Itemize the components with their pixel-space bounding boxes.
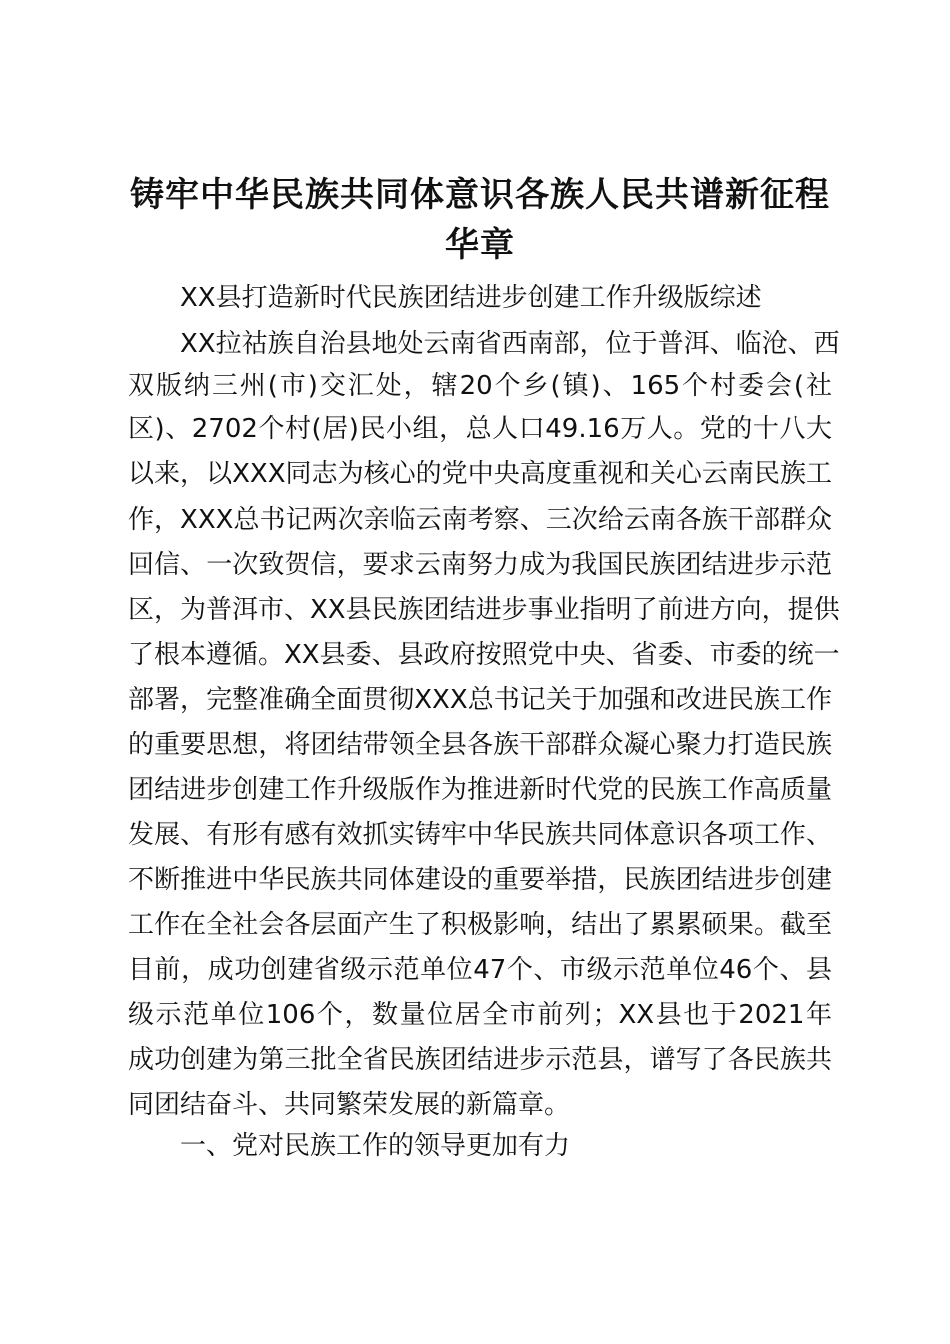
paragraph-line: 以来，以XXX同志为核心的党中央高度重视和关心云南民族工 <box>128 459 832 489</box>
paragraph-line: 团结进步创建工作升级版作为推进新时代党的民族工作高质量 <box>128 775 832 805</box>
section-heading: 一、党对民族工作的领导更加有力 <box>180 1131 571 1161</box>
paragraph-line: 工作在全社会各层面产生了积极影响，结出了累累硕果。截至 <box>128 910 832 940</box>
document-title-line-2: 华章 <box>445 225 515 265</box>
paragraph-line: 不断推进中华民族共同体建设的重要举措，民族团结进步创建 <box>128 865 832 895</box>
paragraph-line: 的重要思想，将团结带领全县各族干部群众凝心聚力打造民族 <box>128 730 832 760</box>
paragraph-line: 作，XXX总书记两次亲临云南考察、三次给云南各族干部群众 <box>128 505 832 535</box>
paragraph-line: 同团结奋斗、共同繁荣发展的新篇章。 <box>128 1090 571 1120</box>
document-subtitle: XX县打造新时代民族团结进步创建工作升级版综述 <box>180 283 762 313</box>
paragraph-line: 部署，完整准确全面贯彻XXX总书记关于加强和改进民族工作 <box>128 685 832 715</box>
paragraph-line: 成功创建为第三批全省民族团结进步示范县，谱写了各民族共 <box>128 1045 832 1075</box>
paragraph-line: 级示范单位106个，数量位居全市前列；XX县也于2021年 <box>128 1000 832 1030</box>
paragraph-line: 了根本遵循。XX县委、县政府按照党中央、省委、市委的统一 <box>128 640 840 670</box>
paragraph-line: 双版纳三州(市)交汇处，辖20个乡(镇)、165个村委会(社 <box>128 371 832 401</box>
paragraph-line: 回信、一次致贺信，要求云南努力成为我国民族团结进步示范 <box>128 550 832 580</box>
paragraph-line: XX拉祜族自治县地处云南省西南部，位于普洱、临沧、西 <box>180 329 840 359</box>
paragraph-line: 目前，成功创建省级示范单位47个、市级示范单位46个、县 <box>128 955 832 985</box>
paragraph-line: 区，为普洱市、XX县民族团结进步事业指明了前进方向，提供 <box>128 595 840 625</box>
document-title-line-1: 铸牢中华民族共同体意识各族人民共谱新征程 <box>130 175 830 215</box>
paragraph-line: 发展、有形有感有效抓实铸牢中华民族共同体意识各项工作、 <box>128 820 832 850</box>
paragraph-line: 区)、2702个村(居)民小组，总人口49.16万人。党的十八大 <box>128 414 832 444</box>
